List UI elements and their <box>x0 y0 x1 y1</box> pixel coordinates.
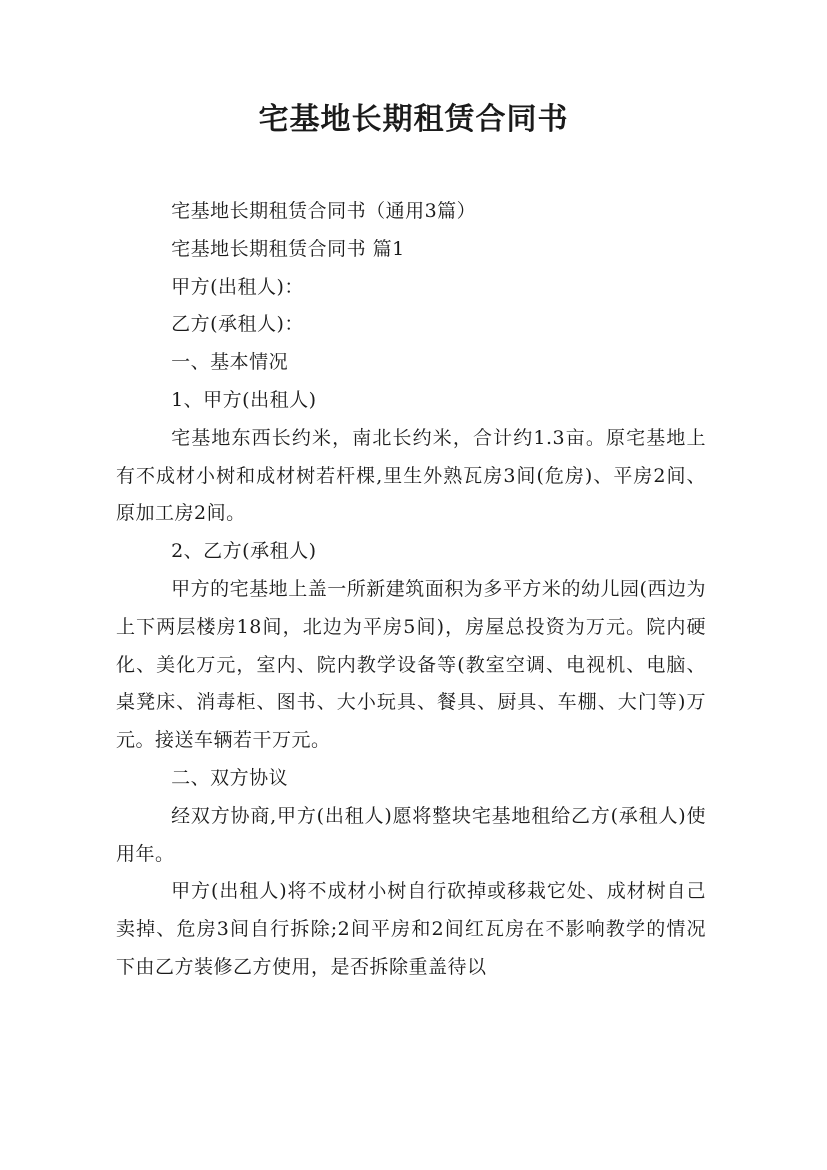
paragraph-item-2-heading: 2、乙方(承租人) <box>171 540 317 563</box>
paragraph-agreement-body-1: 经双方协商,甲方(出租人)愿将整块宅基地租给乙方(承租人)使用年。 <box>116 804 706 865</box>
paragraph-party-a: 甲方(出租人)： <box>171 275 304 298</box>
paragraph-item-1-heading: 1、甲方(出租人) <box>171 388 317 411</box>
paragraph-section-heading: 宅基地长期租赁合同书 篇1 <box>171 237 405 260</box>
paragraph-item-2-body: 甲方的宅基地上盖一所新建筑面积为多平方米的幼儿园(西边为上下两层楼房18间，北边为平房5间)，房屋总投资为万元。院内硬化、美化万元，室内、院内教学设备等(教室空调、电视机、电脑、桌凳床、消毒柜、图书、大小玩具、餐具、厨具、车棚、大门等)万元。接送车辆若干万元。 <box>116 577 706 752</box>
paragraph-item-1-body: 宅基地东西长约米，南北长约米，合计约1.3亩。原宅基地上有不成材小树和成材树若杆棵,里生外熟瓦房3间(危房)、平房2间、原加工房2间。 <box>116 426 706 525</box>
document-title: 宅基地长期租赁合同书 <box>258 102 569 137</box>
paragraph-agreement-body-2: 甲方(出租人)将不成材小树自行砍掉或移栽它处、成材树自己卖掉、危房3间自行拆除;2间平房和2间红瓦房在不影响教学的情况下由乙方装修乙方使用，是否拆除重盖待以 <box>116 880 706 978</box>
paragraph-party-b: 乙方(承租人)： <box>171 313 304 336</box>
paragraph-basic-info-heading: 一、基本情况 <box>171 351 289 374</box>
paragraph-agreement-heading: 二、双方协议 <box>171 766 289 789</box>
paragraph-subtitle: 宅基地长期租赁合同书（通用3篇） <box>171 200 477 222</box>
document-body <box>116 193 706 987</box>
